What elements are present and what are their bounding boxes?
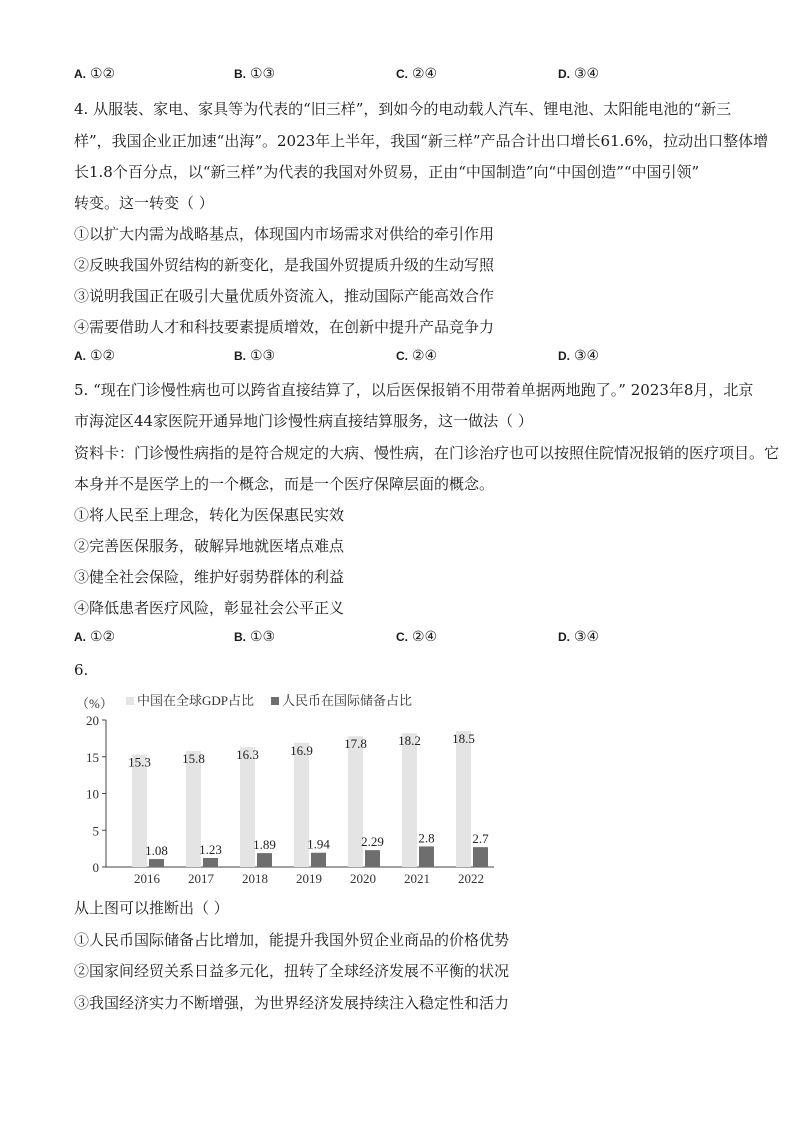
q5-item-2: ②完善医保服务，破解异地就医堵点难点 <box>74 537 345 555</box>
legend-label-rmb: 人民币在国际储备占比 <box>282 693 413 708</box>
y-axis-unit-label: （%） <box>76 696 113 711</box>
option-a: A. ①② <box>74 348 116 364</box>
q5-info-card-line-1: 资料卡：门诊慢性病指的是符合规定的大病、慢性病，在门诊治疗也可以按照住院情况报销的医疗项目。它 <box>74 444 780 462</box>
q4-stem-line-1: 4. 从服装、家电、家具等为代表的“旧三样”，到如今的电动载人汽车、锂电池、太阳能电池的“新三 <box>74 100 732 118</box>
data-label-gdp-share: 15.8 <box>182 750 205 766</box>
option-d: D. ③④ <box>558 66 600 82</box>
data-label-gdp-share: 15.3 <box>128 754 151 770</box>
q6-item-2: ②国家间经贸关系日益多元化，扭转了全球经济发展不平衡的状况 <box>74 962 510 980</box>
x-tick-label: 2019 <box>296 871 322 886</box>
legend-label-gdp: 中国在全球GDP占比 <box>137 693 255 708</box>
x-tick-label: 2021 <box>404 871 430 886</box>
options-row-q5 <box>74 629 634 649</box>
data-label-rmb-reserve-share: 1.94 <box>307 836 330 852</box>
q6-stem: 从上图可以推断出（ ） <box>74 899 229 917</box>
option-a: A. ①② <box>74 629 116 645</box>
q4-item-1: ①以扩大内需为战略基点，体现国内市场需求对供给的牵引作用 <box>74 225 495 243</box>
q4-item-2: ②反映我国外贸结构的新变化，是我国外贸提质升级的生动写照 <box>74 256 495 274</box>
option-d: D. ③④ <box>558 629 600 645</box>
option-a: A. ①② <box>74 66 116 82</box>
bar-gdp-share <box>402 733 417 867</box>
legend-swatch-gdp <box>126 697 134 705</box>
options-row-q3 <box>74 66 634 86</box>
x-tick-label: 2020 <box>350 871 376 886</box>
bar-rmb-reserve-share <box>419 846 434 867</box>
q4-stem-line-2: 样”，我国企业正加速“出海”。2023年上半年，我国“新三样”产品合计出口增长61.6%，拉动出口整体增 <box>74 132 769 150</box>
y-tick-label: 0 <box>92 860 99 875</box>
x-tick-label: 2018 <box>242 871 268 886</box>
bar-rmb-reserve-share <box>473 847 488 867</box>
data-label-gdp-share: 18.2 <box>398 733 421 749</box>
option-d: D. ③④ <box>558 348 600 364</box>
options-row-q4 <box>74 348 634 368</box>
q5-item-3: ③健全社会保险，维护好弱势群体的利益 <box>74 568 345 586</box>
q5-stem-line-1: 5. “现在门诊慢性病也可以跨省直接结算了，以后医保报销不用带着单据两地跑了。” 2023年8月，北京 <box>74 381 754 399</box>
q5-stem-line-2: 市海淀区44家医院开通异地门诊慢性病直接结算服务，这一做法（ ） <box>74 412 533 430</box>
data-label-rmb-reserve-share: 2.8 <box>418 830 435 846</box>
data-label-gdp-share: 16.9 <box>290 742 313 758</box>
x-tick-label: 2016 <box>134 871 160 886</box>
data-label-gdp-share: 17.8 <box>344 736 367 752</box>
x-tick-label: 2022 <box>458 871 484 886</box>
bar-chart <box>74 686 504 892</box>
x-tick-label: 2017 <box>188 871 214 886</box>
chart-legend <box>126 693 412 708</box>
bar-series <box>128 731 489 867</box>
option-c: C. ②④ <box>396 348 438 364</box>
option-c: C. ②④ <box>396 629 438 645</box>
y-tick-label: 10 <box>86 786 99 802</box>
q5-item-4: ④降低患者医疗风险，彰显社会公平正义 <box>74 599 345 617</box>
q6-item-1: ①人民币国际储备占比增加，能提升我国外贸企业商品的价格优势 <box>74 931 510 949</box>
q5-info-card-line-2: 本身并不是医学上的一个概念，而是一个医疗保障层面的概念。 <box>74 475 495 493</box>
bar-rmb-reserve-share <box>257 853 272 867</box>
y-tick-label: 15 <box>86 749 99 765</box>
option-b: B. ①③ <box>234 348 276 364</box>
x-axis-ticks <box>134 871 484 886</box>
q4-stem-line-4: 转变。这一转变（ ） <box>74 194 214 212</box>
q6-item-3: ③我国经济实力不断增强，为世界经济发展持续注入稳定性和活力 <box>74 994 510 1012</box>
y-tick-label: 20 <box>86 713 99 728</box>
option-b: B. ①③ <box>234 629 276 645</box>
option-b: B. ①③ <box>234 66 276 82</box>
data-label-gdp-share: 16.3 <box>236 747 259 763</box>
y-tick-label: 5 <box>92 823 99 839</box>
data-label-gdp-share: 18.5 <box>452 731 475 747</box>
bar-rmb-reserve-share <box>311 853 326 867</box>
option-c: C. ②④ <box>396 66 438 82</box>
q4-stem-line-3: 长1.8个百分点，以“新三样”为代表的我国对外贸易，正由“中国制造”向“中国创造”“中国引领” <box>74 163 700 181</box>
q4-item-4: ④需要借助人才和科技要素提质增效，在创新中提升产品竞争力 <box>74 318 495 336</box>
q4-item-3: ③说明我国正在吸引大量优质外资流入，推动国际产能高效合作 <box>74 287 495 305</box>
data-label-rmb-reserve-share: 2.29 <box>361 834 384 850</box>
bar-rmb-reserve-share <box>203 858 218 867</box>
y-axis-ticks <box>86 713 106 875</box>
data-label-rmb-reserve-share: 2.7 <box>472 831 489 847</box>
data-label-rmb-reserve-share: 1.08 <box>145 843 168 859</box>
bar-gdp-share <box>456 731 471 867</box>
q6-number: 6. <box>74 661 89 679</box>
bar-rmb-reserve-share <box>149 859 164 867</box>
bar-rmb-reserve-share <box>365 850 380 867</box>
data-label-rmb-reserve-share: 1.89 <box>253 837 276 853</box>
legend-swatch-rmb <box>271 697 279 705</box>
q5-item-1: ①将人民至上理念，转化为医保惠民实效 <box>74 506 345 524</box>
data-label-rmb-reserve-share: 1.23 <box>199 841 222 857</box>
